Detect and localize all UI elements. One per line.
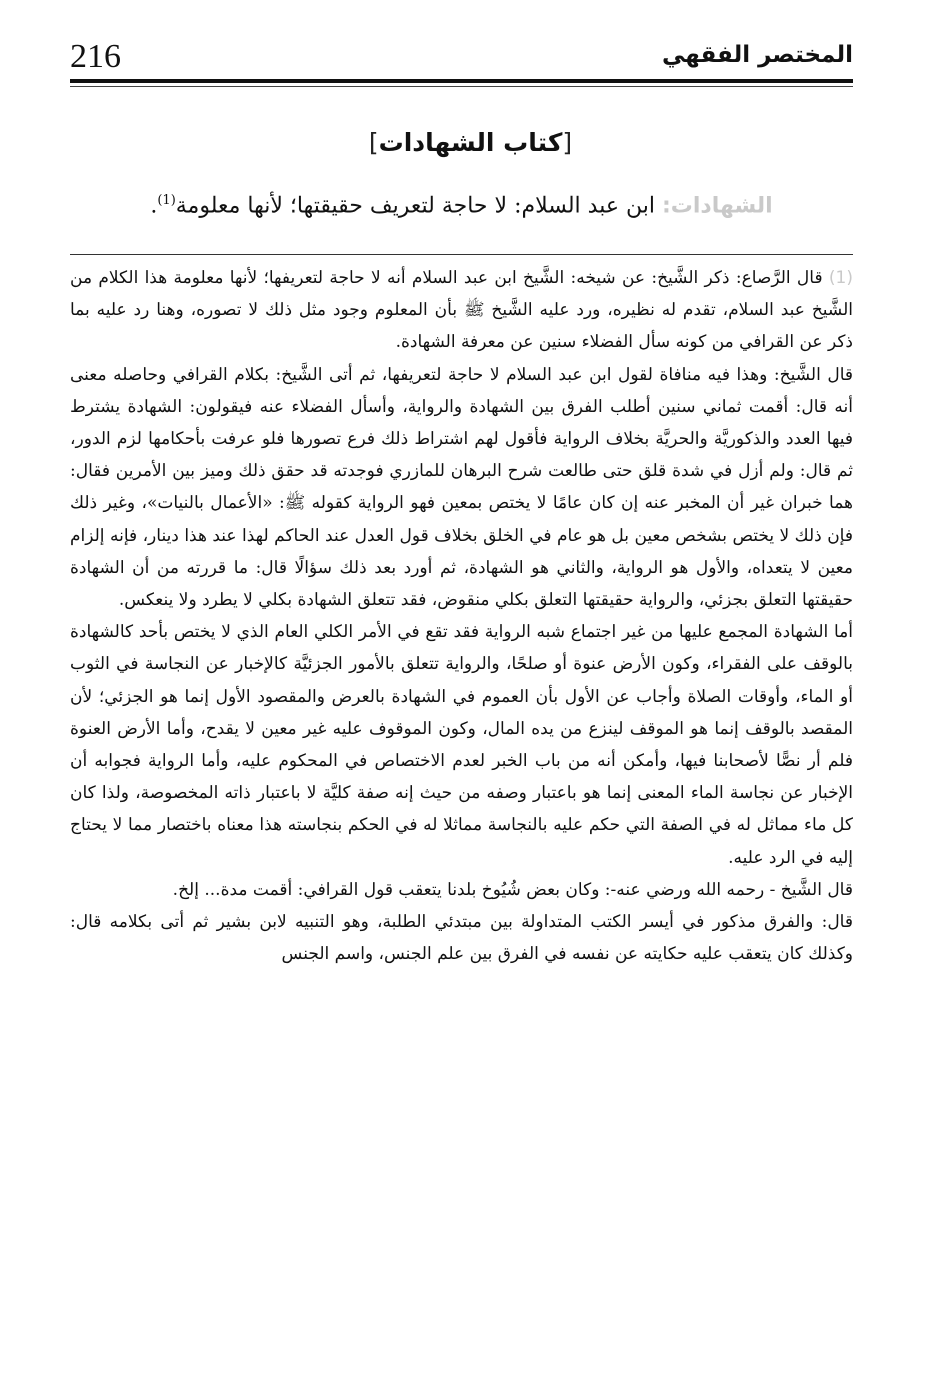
- footnote-marker: (1): [828, 268, 853, 288]
- definition-line: [70, 193, 853, 218]
- definition-end: .: [150, 193, 158, 219]
- header-rule-thick: [70, 79, 853, 83]
- definition-text: ابن عبد السلام: لا حاجة لتعريف حقيقتها؛ لأنها معلومة: [175, 193, 662, 219]
- chapter-close-bracket: ]: [368, 128, 379, 157]
- footnote-paragraph: قال الشَّيخ: وهذا فيه منافاة لقول ابن عبد السلام لا حاجة لتعريفها، ثم أتى الشَّيخ: بكلام القرافي وحاصله معنى أنه قال: أقمت ثماني سنين أطلب الفرق بين الشهادة والرواية، وأسأل الفضلاء عنه فيقولون: الشهادة يشترط فيها العدد والذكوريَّة والحريَّة بخلاف الرواية فأقول لهم اشتراط ذلك فرع تصورها فلو عرفت بأحكامها لزم الدور، ثم قال: ولم أزل في شدة قلق حتى طالعت شرح البرهان للمازري فوجدته قد حقق ذلك وميز بين الأمرين فقال: هما خبران غير أن المخبر عنه إن كان عامًا لا يختص بمعين فهو الرواية كقوله ﷺ: «الأعمال بالنيات»، وغير ذلك فإن ذلك لا يختص بشخص معين بل هو عام في الخلق بخلاف قول العدل عند الحاكم لهذا عند هذا دينار، فإنه إلزام معين لا يتعداه، والأول هو الرواية، والثاني هو الشهادة، ثم أورد بعد ذلك سؤالًا قال: ما قررته من أن الشهادة حقيقتها التعلق بجزئي، والرواية حقيقتها التعلق بكلي منقوض، فقد تتعلق الشهادة بكلي لا يطرد ولا ينعكس.: [70, 364, 853, 611]
- footnote-paragraph: [70, 262, 853, 359]
- footnote-paragraph: قال: والفرق مذكور في أيسر الكتب المتداولة بين مبتدئي الطلبة، وهو التنبيه لابن بشير ثم أتى بكلامه قال: وكذلك كان يتعقب عليه حكايته عن نفسه في الفرق بين علم الجنس، واسم الجنس: [70, 912, 853, 965]
- chapter-open-bracket: [: [562, 128, 573, 157]
- footnote-reference: (1): [157, 193, 176, 208]
- chapter-heading: [0, 128, 941, 157]
- footnote-paragraph: أما الشهادة المجمع عليها من غير اجتماع شبه الرواية فقد تقع في الأمر الكلي العام الذي لا يختص بأحد كالشهادة بالوقف على الفقراء، وكون الأرض عنوة أو صلحًا، والرواية تتعلق بالأمور الجزئيَّة كالإخبار عن النجاسة في الثوب أو الماء، وأوقات الصلاة وأجاب عن الأول بأن العموم في الشهادة بالعرض والمقصود الأول إنما هو الجزئي؛ لأن المقصد بالوقف إنما هو الموقف لينزع من يده المال، وكون الموقوف عليه غير معين لا يقدح، وأما الأرض العنوة فلم أر نصًّا لأصحابنا فيها، وأمكن أنه من باب الخبر لعدم الاختصاص في المحكوم عليه، وأما الرواية فجوابه أن الإخبار عن نجاسة الماء المعنى إنما هو باعتبار وصفه من حيث إنه صفة كليَّة لا باعتبار ذاته المخصوصة، ولذا كان كل ماء مماثل له في الصفة التي حكم عليه بالنجاسة مماثلا له في الحكم بنجاسته هذا معناه باختصار مما لا يحتاج إليه في الرد عليه.: [70, 622, 853, 868]
- footnote-paragraph: قال الشَّيخ - رحمه الله ورضي عنه-: وكان بعض شُيُوخ بلدنا يتعقب قول القرافي: أقمت مدة... إلخ.: [172, 879, 853, 900]
- footnote-paragraph-text: قال الرَّصاع: ذكر الشَّيخ: عن شيخه: الشَّيخ ابن عبد السلام أنه لا حاجة لتعريفها؛ لأنها معلومة هذا الكلام من الشَّيخ عبد السلام، تقدم له نظيره، ورد عليه الشَّيخ ﷺ بأن المعلوم وجود مثل ذلك لا تصوره، وهنا رد عليه بما ذكر عن القرافي من كونه سأل الفضلاء سنين عن معرفة الشهادة.: [70, 268, 853, 353]
- page-number: 216: [70, 38, 121, 75]
- footnote-separator: [70, 254, 853, 255]
- definition-term: الشهادات:: [661, 193, 773, 219]
- running-title: المختصر الفقهي: [662, 42, 853, 68]
- footnote-block: [70, 262, 853, 970]
- header-rule-thin: [70, 86, 853, 87]
- chapter-title: كتاب الشهادات: [378, 128, 563, 157]
- page-header: [70, 38, 853, 78]
